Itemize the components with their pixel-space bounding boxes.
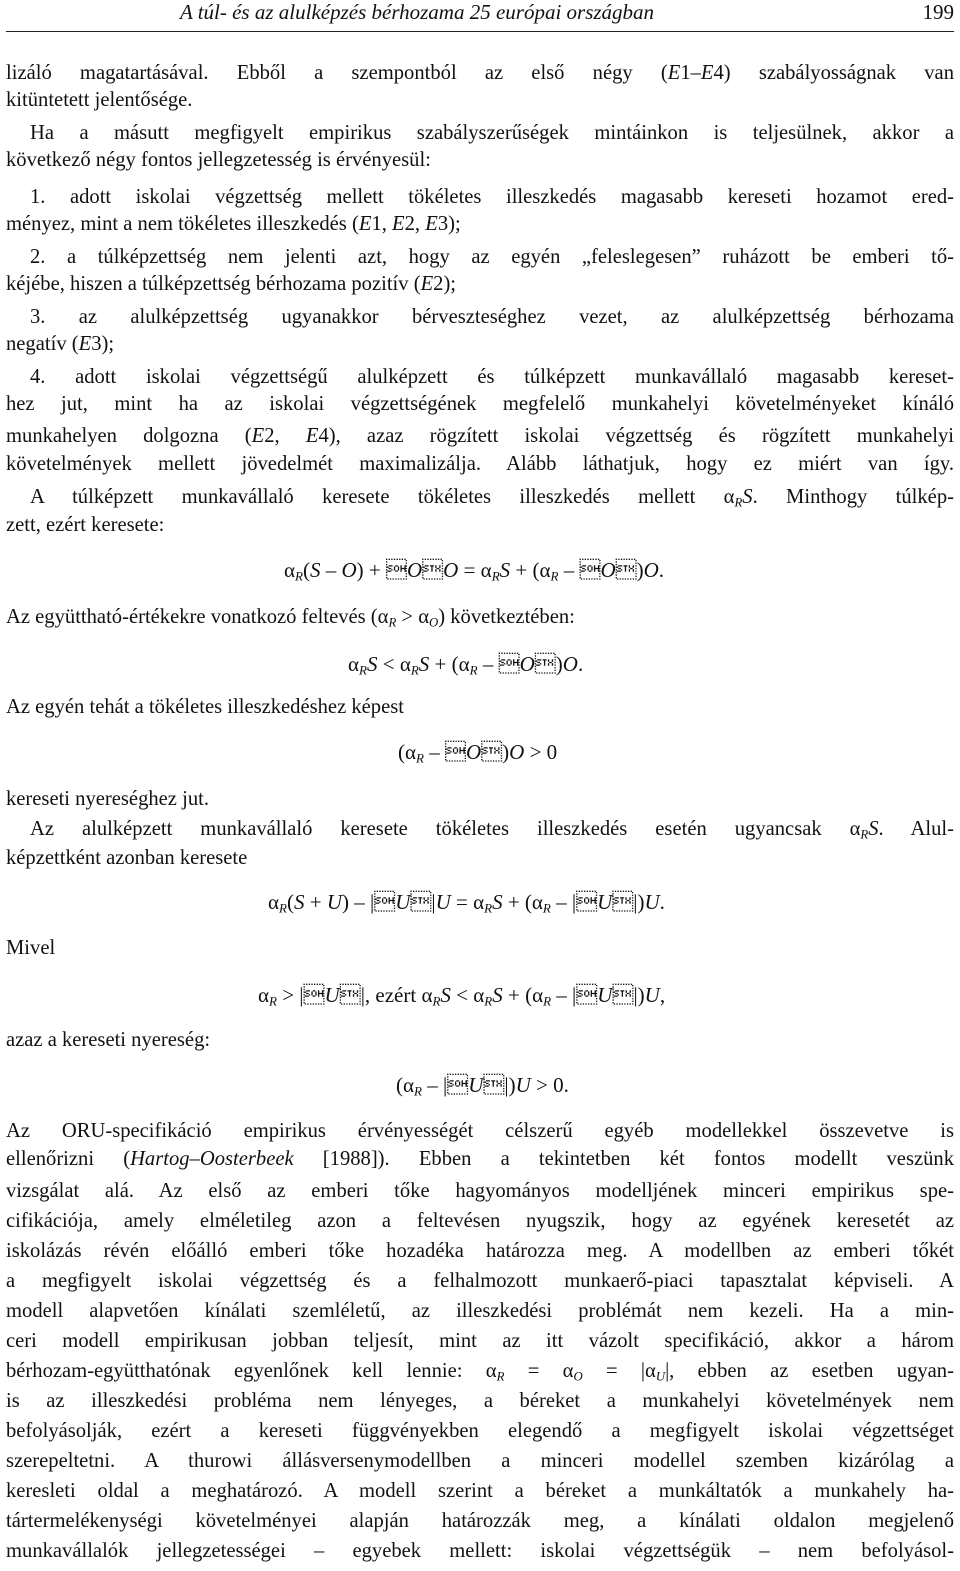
text-line: kitüntetett jelentősége. xyxy=(6,89,193,111)
text-line: a megfigyelt iskolai végzettség és a felhalmozott munkaerő-piaci tapasztalat képviseli. A xyxy=(6,1270,954,1292)
running-title: A túl- és az alulképzés bérhozama 25 európai országban xyxy=(180,0,655,24)
text-line: modell alapvetően kínálati szemléletű, az illeszkedési problémát nem kezeli. Ha a min- xyxy=(6,1300,954,1322)
text-line: 2. a túlképzettség nem jelenti azt, hogy az egyén „feleslegesen” ruházott be emberi tő- xyxy=(30,246,954,268)
text-line: cifikációja, amely elméletileg azon a feltevésen nyugszik, hogy az egyének keresetét az xyxy=(6,1210,954,1232)
text-line: vizsgálat alá. Az első az emberi tőke hagyományos modelljének minceri empirikus spe- xyxy=(6,1180,954,1202)
text-line: követelmények mellett jövedelmét maximalizálja. Alább láthatjuk, hogy ez miért van így. xyxy=(6,453,954,475)
text-line: munkahelyen dolgozna (E2, E4), azaz rögzített iskolai végzettség és rögzített munkahelyi xyxy=(6,425,954,447)
running-header xyxy=(180,0,954,26)
text-line: is az illeszkedési probléma nem lényeges, a béreket a munkahelyi követelmények nem xyxy=(6,1390,954,1412)
text-line: 4. adott iskolai végzettségű alulképzett és túlképzett munkavállaló magasabb kereset- xyxy=(30,366,954,388)
equation: $\alpha_R(S + U)$ – |U|U = $\alpha_RS + (\alpha_R$ – |U|)U. xyxy=(268,890,665,916)
text-line: hez jut, mint ha az iskolai végzettségének megfelelő munkahelyi követelményeket kínáló xyxy=(6,393,954,415)
text-line: keresleti oldal a meghatározó. A modell szerint a béreket a munkáltatók a munkahely ha- xyxy=(6,1480,954,1502)
text-line: ellenőrizni (Hartog–Oosterbeek [1988]). Ebben a tekintetben két fontos modellt veszünk xyxy=(6,1148,954,1170)
text-line: 3. az alulképzettség ugyanakkor bérveszteséghez vezet, az alulképzettség bérhozama xyxy=(30,306,954,328)
text-line: Mivel xyxy=(6,937,56,959)
text-line: Az ORU-specifikáció empirikus érvényességét célszerű egyéb modellekkel összevetve is xyxy=(6,1120,954,1142)
text-line: lizáló magatartásával. Ebből a szempontból az első négy (E1–E4) szabályosságnak van xyxy=(6,62,954,84)
text-line: iskolázás révén előálló emberi tőke hozadéka határozza meg. A modellben az emberi tőkét xyxy=(6,1240,954,1262)
equation: ($\alpha_R$ – O)O > 0 xyxy=(398,740,558,766)
equation: $\alpha_RS < \alpha_RS + (\alpha_R$ – O)O. xyxy=(348,652,584,678)
text-line: ceri modell empirikusan jobban teljesít, mint az itt vázolt specifikáció, akkor a három xyxy=(6,1330,954,1352)
header-rule xyxy=(6,31,954,32)
page-number: 199 xyxy=(922,0,954,24)
text-line: zett, ezért keresete: xyxy=(6,514,165,536)
text-line: Az alulképzett munkavállaló keresete tökéletes illeszkedés esetén ugyancsak $\alpha_RS$. Alul- xyxy=(30,818,954,842)
text-line: 1. adott iskolai végzettség mellett tökéletes illeszkedés magasabb kereseti hozamot ered- xyxy=(30,186,954,208)
text-line: bérhozam-együtthatónak egyenlőnek kell lennie: $\alpha_R = \alpha_O = |\alpha_U|$, ebben az esetben ugyan- xyxy=(6,1360,954,1384)
text-line: negatív (E3); xyxy=(6,333,115,355)
text-line: befolyásolják, ezért a kereseti függvényekben elegendő a megfigyelt iskolai végzettséget xyxy=(6,1420,954,1442)
text-line: azaz a kereseti nyereség: xyxy=(6,1029,211,1051)
text-line: Ha a másutt megfigyelt empirikus szabályszerűségek mintáinkon is teljesülnek, akkor a xyxy=(30,122,954,144)
text-line: Az együttható-értékekre vonatkozó feltevés $(\alpha_R > \alpha_O)$ következtében: xyxy=(6,606,575,630)
text-line: A túlképzett munkavállaló keresete tökéletes illeszkedés mellett $\alpha_RS$. Minthogy túlkép- xyxy=(30,486,954,510)
text-line: kereseti nyereséghez jut. xyxy=(6,788,209,810)
text-line: képzettként azonban keresete xyxy=(6,847,248,869)
equation: $\alpha_R$ > |U|, ezért $\alpha_RS < \alpha_RS + (\alpha_R$ – |U|)U, xyxy=(258,983,666,1009)
text-line: kéjébe, hiszen a túlképzettség bérhozama pozitív (E2); xyxy=(6,273,457,295)
text-line: Az egyén tehát a tökéletes illeszkedéshez képest xyxy=(6,696,404,718)
text-line: tártermelékenységi követelményei alapján határozzák meg, a kínálati oldalon megjelenő xyxy=(6,1510,954,1532)
equation: ($\alpha_R$ – |U|)U > 0. xyxy=(396,1073,569,1099)
equation: $\alpha_R(S - O)$ + OO = $\alpha_RS + (\alpha_R$ – O)O. xyxy=(284,558,665,584)
text-line: következő négy fontos jellegzetesség is érvényesül: xyxy=(6,149,431,171)
text-line: szerepeltetni. A thurowi állásversenymodellben a minceri modellel szemben kizárólag a xyxy=(6,1450,954,1472)
text-line: ményez, mint a nem tökéletes illeszkedés (E1, E2, E3); xyxy=(6,213,461,235)
text-line: munkavállalók jellegzetességei – egyebek mellett: iskolai végzettségük – nem befolyásol- xyxy=(6,1540,954,1562)
